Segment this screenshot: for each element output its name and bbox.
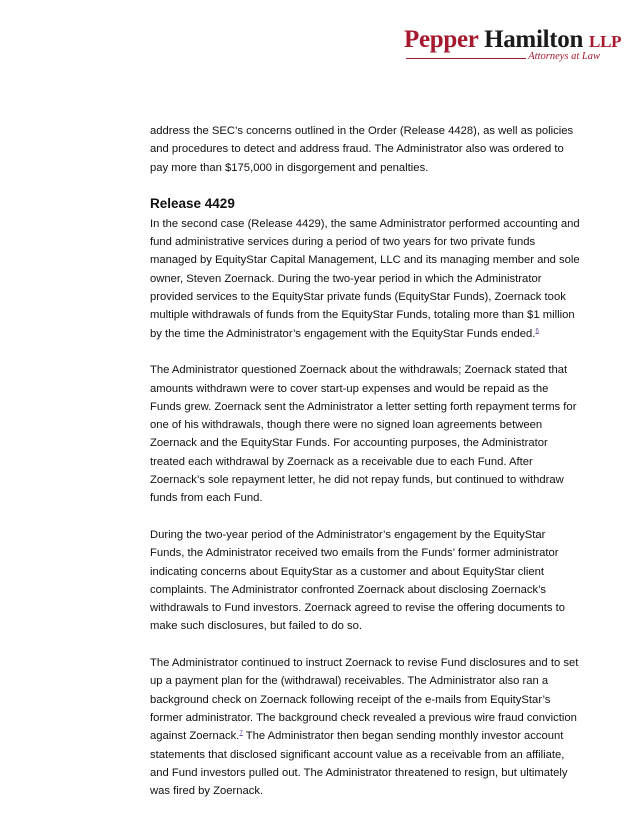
firm-logo (404, 26, 622, 68)
paragraph-text: The Administrator then began sending monthly investor account statements that disclosed significant account value as a receivable from an affiliate, and Fund investors pulled out. The Administrator threatened to resign, but ultimately was fired by Zoernack. (150, 730, 568, 798)
footnote-link-7[interactable]: 7 (239, 730, 243, 737)
paragraph-two-year-period: During the two-year period of the Administrator’s engagement by the EquityStar Funds, the Administrator received two emails from the Funds’ former administrator indicating concerns about EquityStar as a customer and about EquityStar client complaints. The Administrator confronted Zoernack about disclosing Zoernack’s withdrawals to Fund investors. Zoernack agreed to revise the offering documents to make such disclosures, but failed to do so. (150, 528, 566, 633)
paragraph-text: In the second case (Release 4429), the same Administrator performed accounting and fund administrative services during a period of two years for two private funds managed by EquityStar Capital Management, LLC and its managing member and sole owner, Steven Zoernack. During the two-year period in which the Administrator provided services to the EquityStar private funds (EquityStar Funds), Zoernack took multiple withdrawals of funds from the EquityStar Funds, totaling more than $1 million by the time the Administrator’s engagement with the EquityStar Funds ended. (150, 217, 580, 340)
section-heading: Release 4429 (150, 195, 235, 211)
logo-name-pepper: Pepper (404, 26, 479, 53)
paragraph-continuation: address the SEC’s concerns outlined in the Order (Release 4428), as well as policies and procedures to detect and address fraud. The Administrator also was ordered to pay more than $175,000 in disgorgement and penalties. (150, 125, 574, 174)
logo-name-llp: LLP (589, 32, 622, 51)
paragraph-questioned: The Administrator questioned Zoernack about the withdrawals; Zoernack stated that amounts withdrawn were to cover start-up expenses and would be repaid as the Funds grew. Zoernack sent the Administrator a letter setting forth repayment terms for one of his withdrawals, though there were no signed loan agreements between Zoernack and the EquityStar Funds. For accounting purposes, the Administrator treated each withdrawal by Zoernack as a receivable due to each Fund. After Zoernack’s sole repayment letter, he did not repay funds, but continued to withdraw funds from each Fund. (150, 364, 577, 505)
document-body (150, 122, 580, 800)
logo-tagline: Attorneys at Law (528, 51, 600, 62)
logo-name-hamilton: Hamilton (484, 26, 584, 53)
paragraph-second-case (150, 215, 580, 343)
paragraph-continued (150, 654, 580, 800)
footnote-link-6[interactable]: 6 (535, 327, 539, 334)
logo-rule (406, 58, 526, 59)
paragraph-text: The Administrator continued to instruct Zoernack to revise Fund disclosures and to set up a payment plan for the (withdrawal) receivables. The Administrator also ran a background check on Zoernack following receipt of the e-mails from EquityStar’s former administrator. The background check revealed a previous wire fraud conviction against Zoernack. (150, 657, 579, 743)
